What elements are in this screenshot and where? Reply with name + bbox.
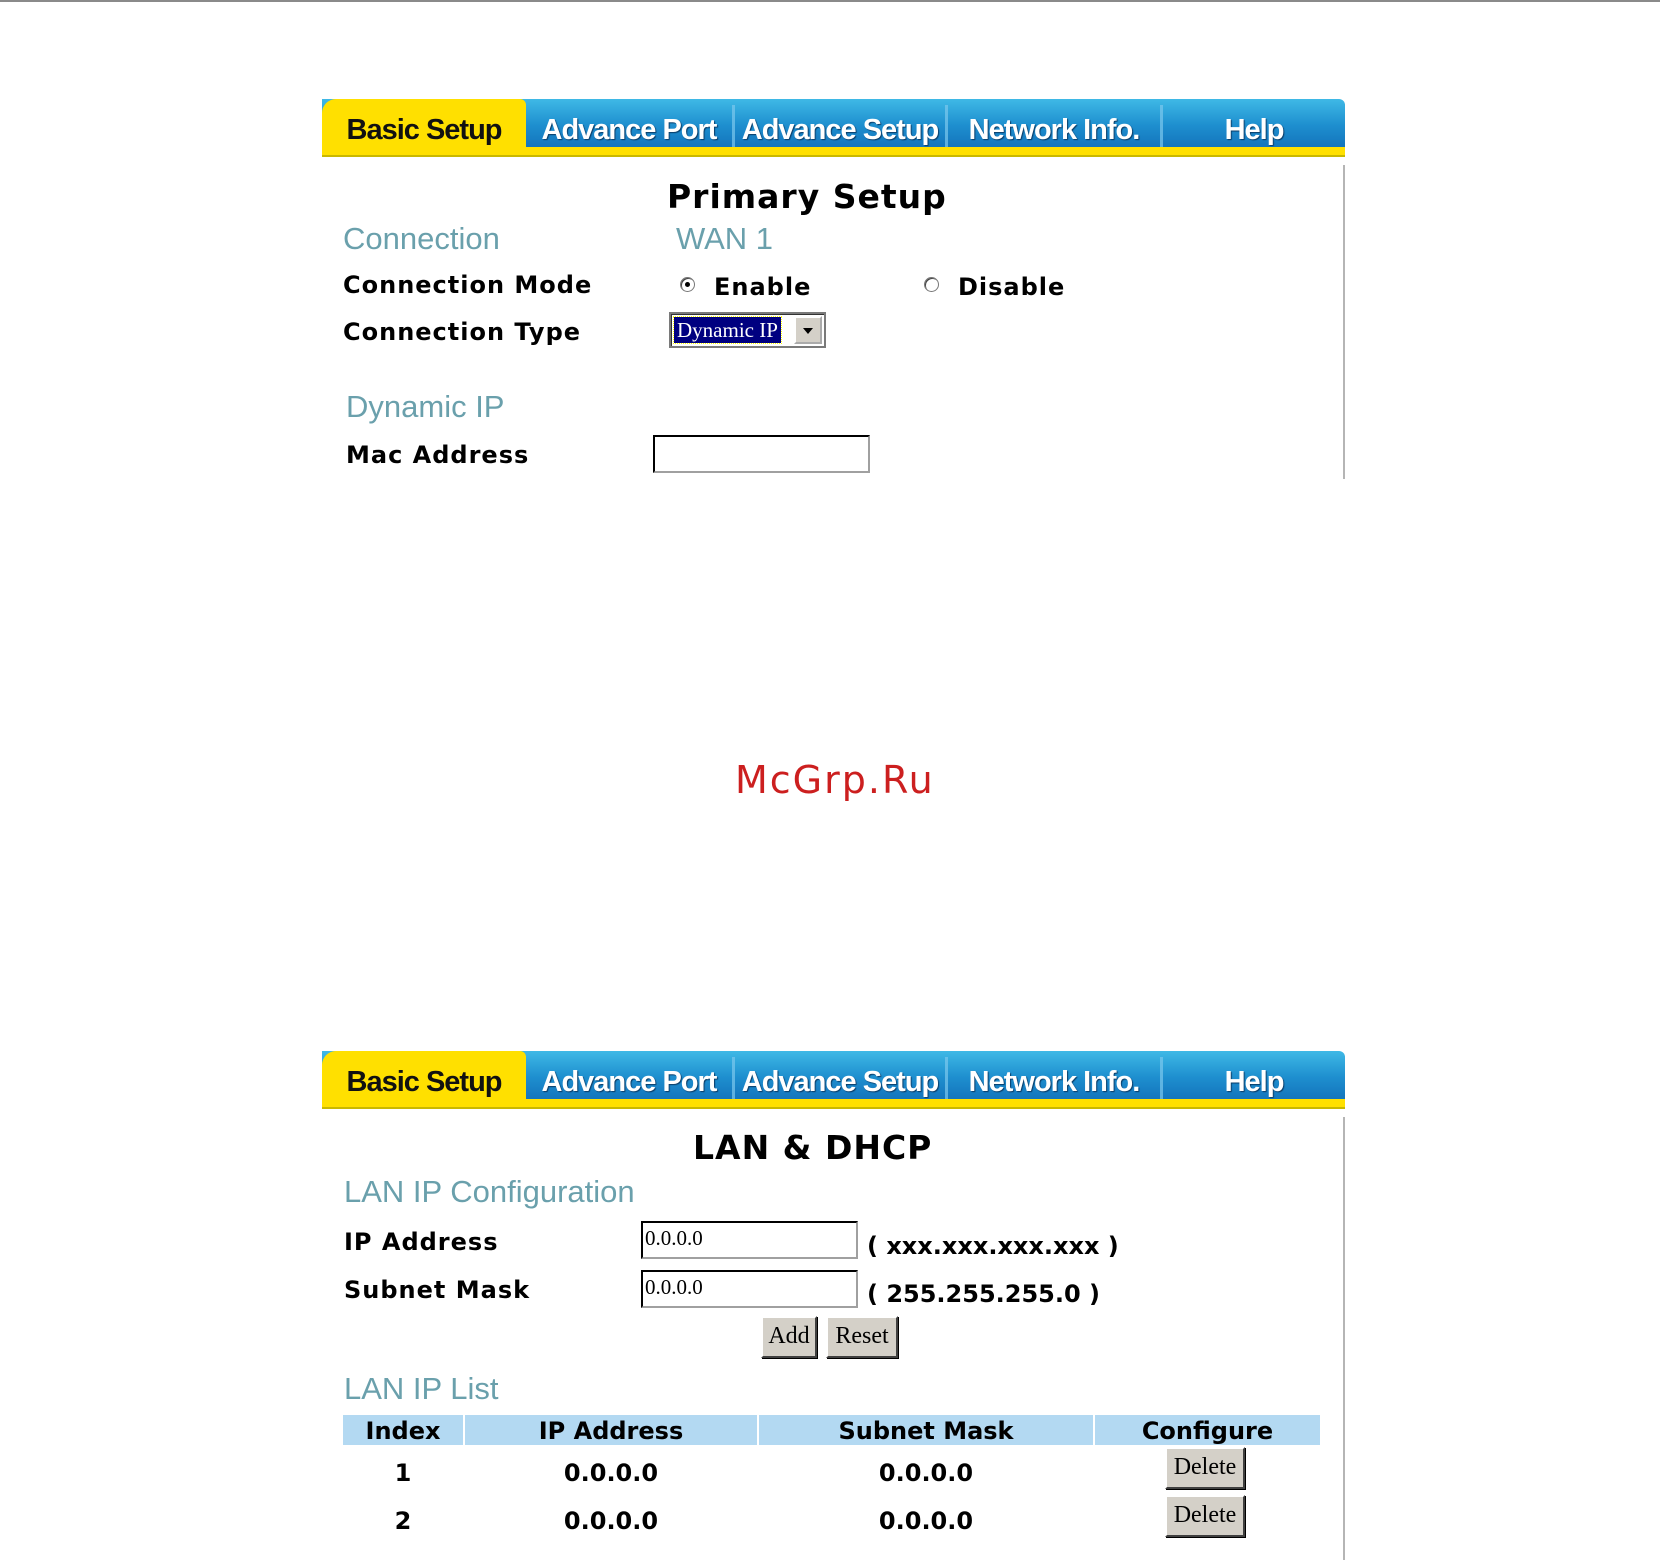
tab-advance-setup[interactable]: Advance Setup <box>741 1066 939 1098</box>
column-configure: Configure <box>1141 1417 1274 1445</box>
enable-radio[interactable] <box>680 277 695 292</box>
row-index: 1 <box>394 1459 412 1487</box>
tab-basic-setup[interactable]: Basic Setup <box>322 99 526 157</box>
tab-advance-port[interactable]: Advance Port <box>541 1066 717 1098</box>
tab-underline <box>322 147 1345 157</box>
panel-border <box>1343 165 1345 479</box>
tab-network-info[interactable]: Network Info. <box>968 114 1140 146</box>
ip-address-label: IP Address <box>344 1228 499 1256</box>
tab-network-info[interactable]: Network Info. <box>968 1066 1140 1098</box>
panel-border <box>1343 1117 1345 1560</box>
wan-label: WAN 1 <box>676 221 774 256</box>
row-index: 2 <box>394 1507 412 1535</box>
ip-address-hint: ( xxx.xxx.xxx.xxx ) <box>867 1232 1119 1260</box>
subnet-mask-input[interactable]: 0.0.0.0 <box>641 1270 858 1308</box>
delete-button[interactable]: Delete <box>1165 1447 1245 1489</box>
disable-label: Disable <box>958 273 1066 301</box>
reset-button[interactable]: Reset <box>826 1316 898 1358</box>
tab-help[interactable]: Help <box>1224 1066 1284 1098</box>
row-ip-address: 0.0.0.0 <box>563 1507 659 1535</box>
row-subnet-mask: 0.0.0.0 <box>878 1459 974 1487</box>
primary-setup-panel <box>322 99 1345 479</box>
enable-label: Enable <box>714 273 812 301</box>
subnet-mask-label: Subnet Mask <box>344 1276 531 1304</box>
tab-bar <box>322 99 1345 157</box>
top-rule <box>0 0 1660 2</box>
connection-mode-label: Connection Mode <box>343 271 593 299</box>
tab-bar <box>322 1051 1345 1109</box>
connection-type-value: Dynamic IP <box>674 317 781 343</box>
connection-type-label: Connection Type <box>343 318 582 346</box>
add-button[interactable]: Add <box>761 1316 817 1358</box>
tab-advance-setup[interactable]: Advance Setup <box>741 114 939 146</box>
mac-address-input[interactable] <box>653 435 870 473</box>
disable-radio[interactable] <box>924 277 939 292</box>
tab-advance-port[interactable]: Advance Port <box>541 114 717 146</box>
column-ip-address: IP Address <box>538 1417 684 1445</box>
chevron-down-icon[interactable] <box>794 316 822 344</box>
section-lan-ip-list: LAN IP List <box>344 1371 499 1406</box>
row-subnet-mask: 0.0.0.0 <box>878 1507 974 1535</box>
section-lan-ip-configuration: LAN IP Configuration <box>344 1174 635 1209</box>
row-ip-address: 0.0.0.0 <box>563 1459 659 1487</box>
column-index: Index <box>365 1417 441 1445</box>
watermark: McGrp.Ru <box>735 758 935 802</box>
page-title: LAN & DHCP <box>693 1128 933 1167</box>
tab-basic-setup[interactable]: Basic Setup <box>322 1051 526 1109</box>
lan-ip-list-header <box>343 1415 1320 1445</box>
page-title: Primary Setup <box>667 177 947 216</box>
mac-address-label: Mac Address <box>346 441 530 469</box>
section-dynamic-ip: Dynamic IP <box>346 389 505 424</box>
column-subnet-mask: Subnet Mask <box>838 1417 1014 1445</box>
tab-underline <box>322 1099 1345 1109</box>
connection-type-select[interactable] <box>669 312 826 348</box>
lan-dhcp-panel <box>322 1051 1345 1560</box>
tab-help[interactable]: Help <box>1224 114 1284 146</box>
section-connection: Connection <box>343 221 500 256</box>
ip-address-input[interactable]: 0.0.0.0 <box>641 1221 858 1259</box>
delete-button[interactable]: Delete <box>1165 1495 1245 1537</box>
subnet-mask-hint: ( 255.255.255.0 ) <box>867 1280 1100 1308</box>
